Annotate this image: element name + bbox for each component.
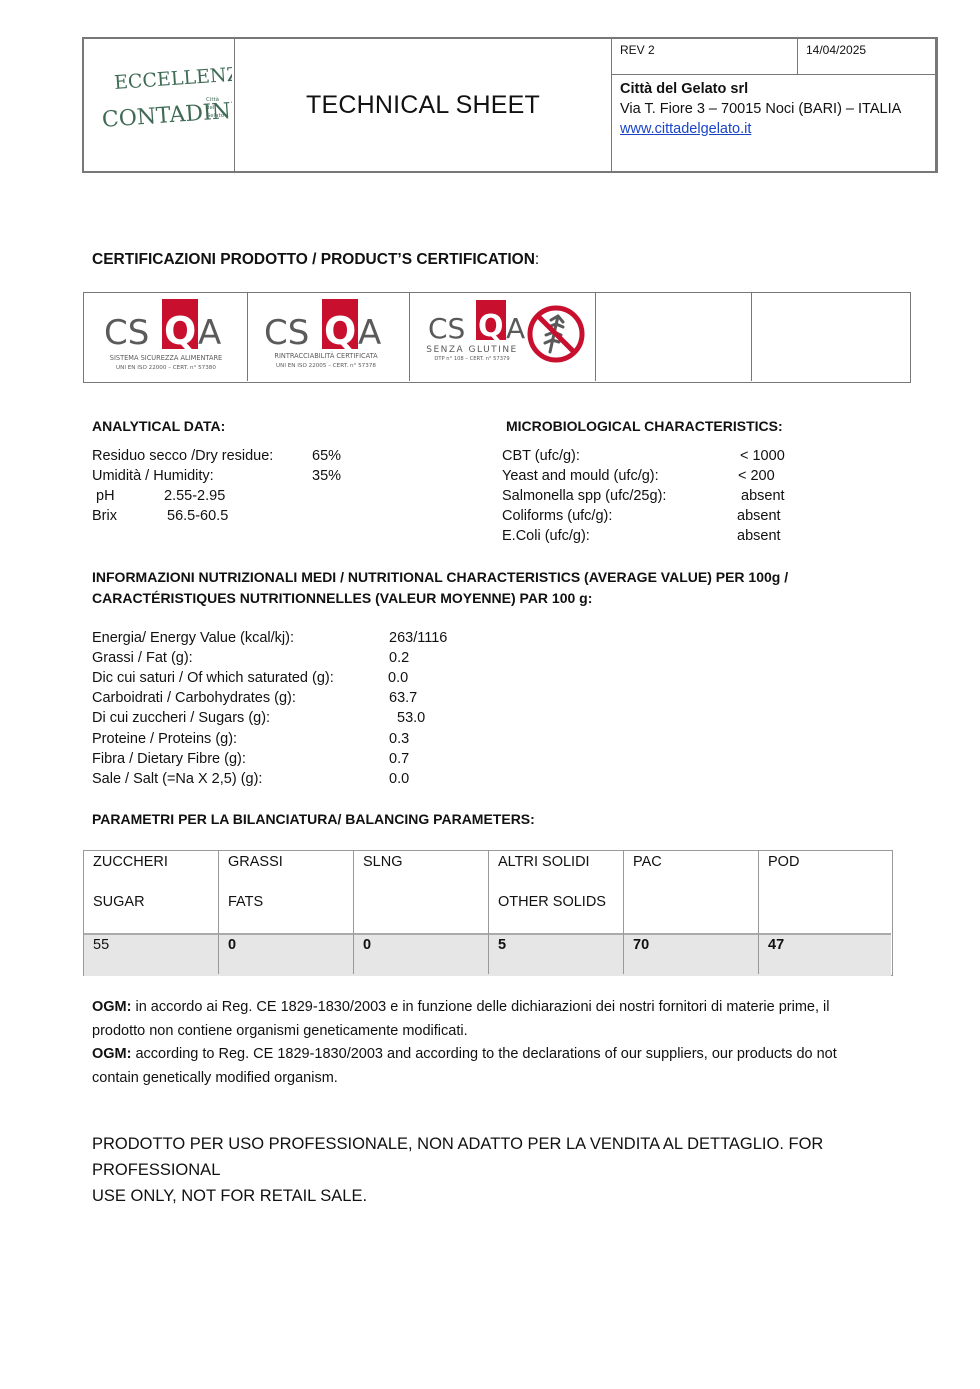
nutrition-value: 0.7	[389, 751, 410, 767]
nutrition-title-line2: CARACTÉRISTIQUES NUTRITIONNELLES (VALEUR MOYENNE) PAR 100 g:	[92, 590, 593, 606]
revision: REV 2	[612, 39, 798, 75]
balancing-title: PARAMETRI PER LA BILANCIATURA/ BALANCING PARAMETERS:	[92, 811, 535, 827]
certification-colon: :	[534, 251, 540, 268]
micro-value: absent	[737, 508, 781, 524]
eccellenze-contadine-logo	[84, 39, 232, 169]
micro-value: < 200	[738, 468, 775, 484]
no-gluten-icon	[530, 308, 582, 360]
ogm-label: OGM:	[92, 1046, 132, 1062]
nutrition-value: 263/1116	[389, 630, 448, 646]
ogm-statement-en	[92, 1043, 892, 1090]
ogm-label: OGM:	[92, 999, 132, 1015]
balancing-header-en: OTHER SOLIDS	[498, 894, 606, 910]
micro-value: absent	[737, 528, 781, 544]
svg-text:CS: CS	[427, 312, 465, 345]
nutrition-label: Fibra / Dietary Fibre (g):	[92, 751, 246, 767]
certification-heading	[92, 251, 539, 269]
nutrition-label: Proteine / Proteins (g):	[92, 731, 238, 747]
micro-label: CBT (ufc/g):	[502, 448, 580, 464]
cert-logo-gluten-free	[410, 293, 596, 381]
balancing-column	[489, 851, 624, 974]
micro-label: Coliforms (ufc/g):	[502, 508, 613, 524]
svg-text:CS: CS	[103, 313, 149, 353]
balancing-column	[219, 851, 354, 974]
analytical-value: 35%	[312, 468, 342, 484]
balancing-value: 55	[93, 937, 110, 953]
nutrition-label: Sale / Salt (=Na X 2,5) (g):	[92, 771, 263, 787]
nutrition-label: Grassi / Fat (g):	[92, 650, 193, 666]
micro-title: MICROBIOLOGICAL CHARACTERISTICS:	[506, 418, 783, 434]
title-cell	[235, 39, 612, 171]
balancing-header-en: FATS	[228, 894, 264, 910]
balancing-header: PAC	[633, 854, 662, 870]
balancing-header: SLNG	[363, 854, 403, 870]
balancing-value: 70	[633, 937, 650, 953]
csqa-traceability-icon	[250, 294, 408, 380]
micro-label: Salmonella spp (ufc/25g):	[502, 488, 667, 504]
nutrition-value: 0.0	[388, 670, 409, 686]
analytical-value: 65%	[312, 448, 342, 464]
analytical-value: 2.55-2.95	[164, 488, 226, 504]
svg-text:RINTRACCIABILITÀ CERTIFICATA: RINTRACCIABILITÀ CERTIFICATA	[273, 352, 378, 360]
balancing-table	[83, 850, 893, 976]
logo-tag1: Città	[206, 97, 220, 103]
analytical-label: pH	[96, 488, 115, 504]
balancing-value: 0	[228, 937, 237, 953]
ogm-en-line2: contain genetically modified organism.	[92, 1069, 338, 1086]
micro-label: E.Coli (ufc/g):	[502, 528, 590, 544]
analytical-label: Brix	[92, 508, 117, 524]
svg-text:SISTEMA SICUREZZA ALIMENTARE: SISTEMA SICUREZZA ALIMENTARE	[109, 354, 222, 362]
page-title: TECHNICAL SHEET	[305, 90, 541, 119]
nutrition-value: 63.7	[389, 690, 418, 706]
company-name: Città del Gelato srl	[620, 81, 749, 97]
cert-logo-food-safety	[84, 293, 248, 381]
svg-text:A: A	[357, 313, 381, 353]
svg-text:Q: Q	[477, 309, 504, 344]
logo-cell	[84, 39, 235, 171]
logo-line1: ECCELLENZE	[113, 62, 232, 95]
company-website-link[interactable]: www.cittadelgelato.it	[620, 121, 752, 137]
balancing-header: POD	[768, 854, 800, 870]
cert-empty-cell	[752, 293, 909, 381]
professional-use-notice	[92, 1131, 892, 1209]
logo-tag3: Gelato	[206, 113, 225, 119]
logo-line2: CONTADINE	[101, 97, 232, 133]
svg-text:UNI EN ISO 22000 – CERT. n° 57: UNI EN ISO 22000 – CERT. n° 57380	[115, 365, 216, 371]
svg-text:Q: Q	[163, 309, 196, 353]
balancing-value: 47	[768, 937, 785, 953]
logo-tag2: del	[206, 105, 215, 111]
svg-text:DTP n° 108 – CERT. n° 57379: DTP n° 108 – CERT. n° 57379	[433, 356, 510, 362]
micro-value: absent	[741, 488, 785, 504]
nutrition-label: Di cui zuccheri / Sugars (g):	[92, 710, 271, 726]
svg-text:A: A	[505, 312, 525, 345]
micro-value: < 1000	[740, 448, 785, 464]
balancing-header: ALTRI SOLIDI	[498, 854, 590, 870]
header-table	[82, 37, 938, 173]
analytical-label: Umidità / Humidity:	[92, 468, 214, 484]
csqa-gluten-free-icon	[412, 294, 594, 380]
svg-text:Q: Q	[323, 309, 356, 353]
analytical-label: Residuo secco /Dry residue:	[92, 448, 274, 464]
nutrition-value: 0.2	[389, 650, 410, 666]
svg-text:A: A	[197, 313, 221, 353]
balancing-header: ZUCCHERI	[93, 854, 168, 870]
notice-line2: USE ONLY, NOT FOR RETAIL SALE.	[92, 1187, 368, 1205]
balancing-header-en: SUGAR	[93, 894, 145, 910]
balancing-column	[354, 851, 489, 974]
notice-line1: PRODOTTO PER USO PROFESSIONALE, NON ADATTO PER LA VENDITA AL DETTAGLIO. FOR PROFESSIONAL	[92, 1135, 824, 1179]
nutrition-label: Carboidrati / Carbohydrates (g):	[92, 690, 296, 706]
nutrition-label: Dic cui saturi / Of which saturated (g):	[92, 670, 334, 686]
balancing-value: 5	[498, 937, 507, 953]
cert-empty-cell	[596, 293, 752, 381]
revision-date: 14/04/2025	[798, 39, 936, 75]
svg-text:CS: CS	[263, 313, 309, 353]
nutrition-title-line1: INFORMAZIONI NUTRIZIONALI MEDI / NUTRITIONAL CHARACTERISTICS (AVERAGE VALUE) PER 100g /	[92, 569, 789, 585]
analytical-value: 56.5-60.5	[167, 508, 229, 524]
company-address: Via T. Fiore 3 – 70015 Noci (BARI) – ITALIA	[620, 101, 902, 117]
balancing-header: GRASSI	[228, 854, 283, 870]
svg-text:SENZA GLUTINE: SENZA GLUTINE	[425, 345, 518, 355]
balancing-value: 0	[363, 937, 372, 953]
certification-logos-row	[83, 292, 911, 383]
analytical-title: ANALYTICAL DATA:	[92, 418, 226, 434]
ogm-statement-it	[92, 996, 892, 1043]
ogm-it-line2: prodotto non contiene organismi geneticamente modificati.	[92, 1022, 468, 1039]
balancing-column	[84, 851, 219, 974]
nutrition-value: 0.3	[389, 731, 410, 747]
svg-text:UNI EN ISO 22005 – CERT. n° 57: UNI EN ISO 22005 – CERT. n° 57378	[275, 363, 376, 369]
certification-title: CERTIFICAZIONI PRODOTTO / PRODUCT’S CERTIFICATION	[92, 251, 535, 268]
micro-label: Yeast and mould (ufc/g):	[502, 468, 659, 484]
nutrition-label: Energia/ Energy Value (kcal/kj):	[92, 630, 295, 646]
nutrition-value: 0.0	[389, 771, 410, 787]
nutrition-value: 53.0	[397, 710, 426, 726]
ogm-it-line1: in accordo ai Reg. CE 1829-1830/2003 e in funzione delle dichiarazioni dei nostri fornitori di materie prime, il	[131, 999, 830, 1015]
csqa-food-safety-icon	[86, 294, 246, 380]
ogm-en-line1: according to Reg. CE 1829-1830/2003 and according to the declarations of our suppliers, our products do not	[131, 1046, 837, 1062]
balancing-column	[759, 851, 891, 974]
balancing-column	[624, 851, 759, 974]
company-info	[612, 75, 936, 171]
cert-logo-traceability	[248, 293, 410, 381]
